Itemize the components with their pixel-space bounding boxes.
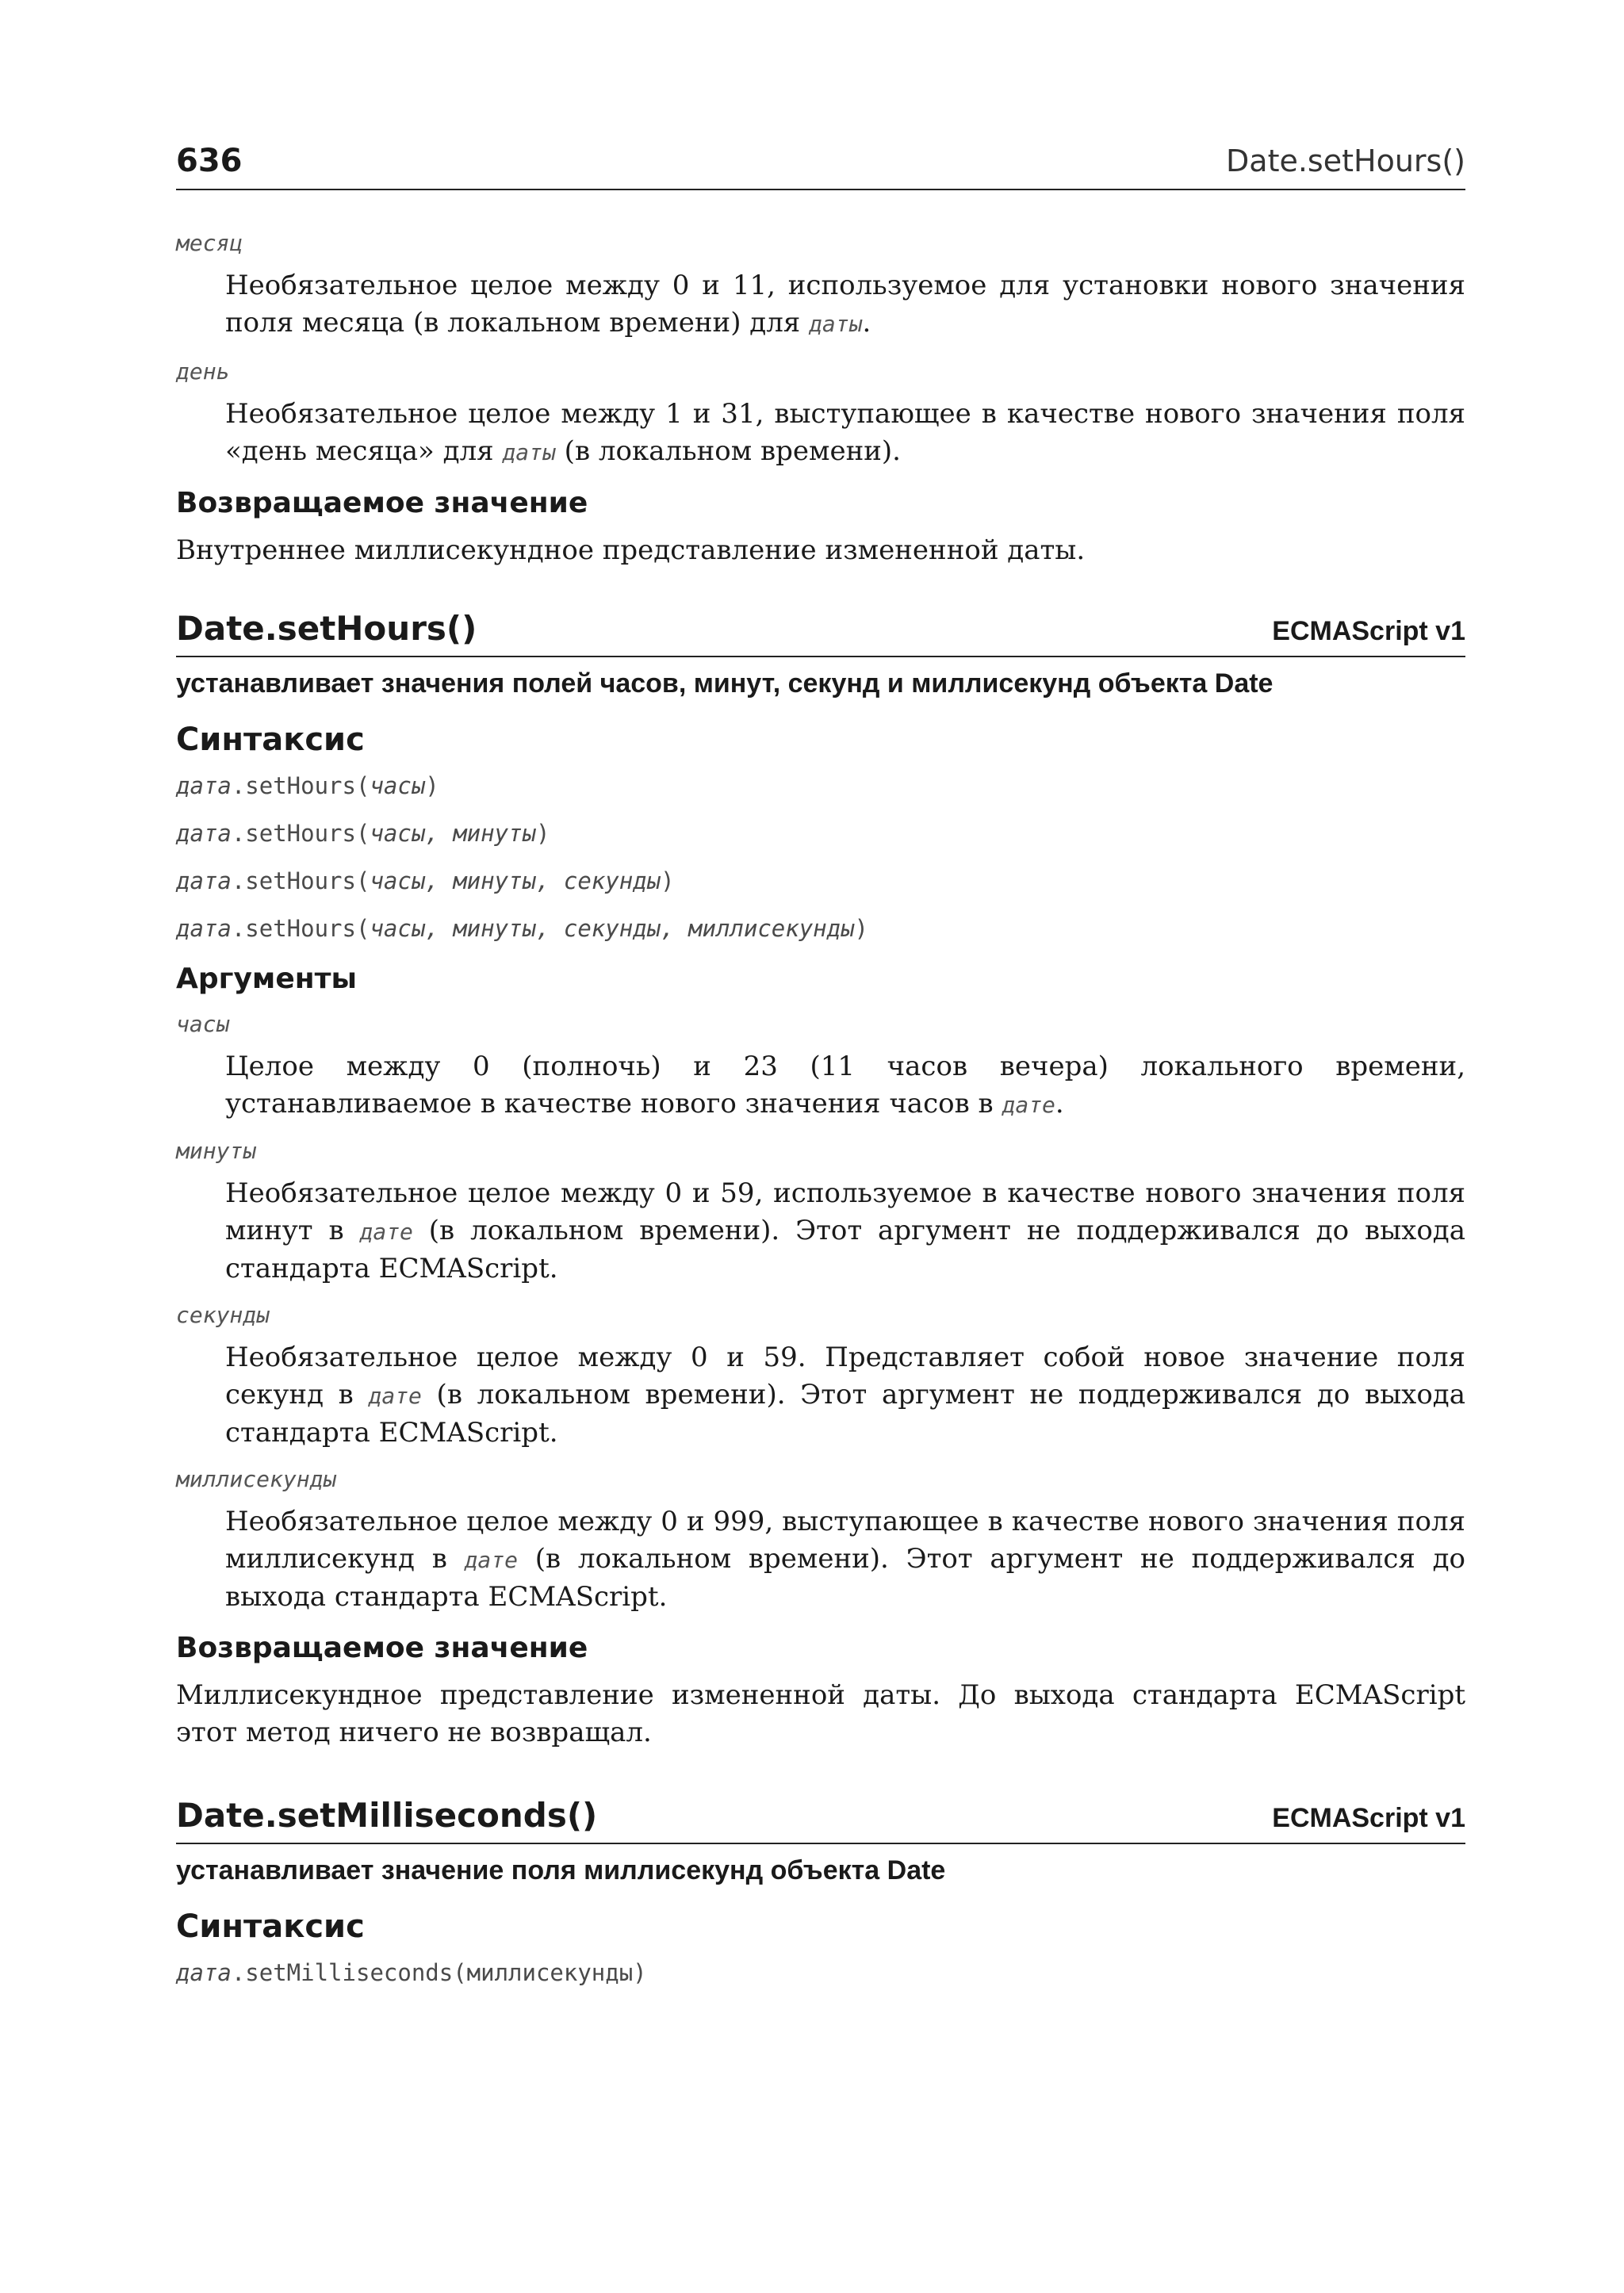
return-value-text: Внутреннее миллисекундное представление измененной даты. xyxy=(176,534,1086,566)
argument-description-day: Необязательное целое между 1 и 31, выступающее в качестве нового значения поля «день месяца» для даты (в локальном времени). xyxy=(225,398,1465,467)
argument-description-month: Необязательное целое между 0 и 11, используемое для установки нового значения поля месяца (в локальном времени) для даты. xyxy=(225,270,1465,339)
argument-description-hours: Целое между 0 (полночь) и 23 (11 часов вечера) локального времени, устанавливаемое в качестве нового значения часов в дате. xyxy=(225,1051,1465,1120)
argument-term-seconds: секунды xyxy=(176,1302,270,1328)
argument-description-seconds: Необязательное целое между 0 и 59. Представляет собой новое значение поля секунд в дате (в локальном времени). Этот аргумент не поддерживался до выхода стандарта ECMAScript. xyxy=(225,1342,1465,1449)
argument-description-milliseconds: Необязательное целое между 0 и 999, выступающее в качестве нового значения поля миллисекунд в дате (в локальном времени). Этот аргумент не поддерживался до выхода стандарта ECMAScript. xyxy=(225,1506,1465,1613)
return-value-heading: Возвращаемое значение xyxy=(176,487,588,519)
running-title: Date.setHours() xyxy=(1226,144,1465,178)
argument-description-minutes: Необязательное целое между 0 и 59, используемое в качестве нового значения поля минут в дате (в локальном времени). Этот аргумент не поддерживался до выхода стандарта ECMAScript. xyxy=(225,1177,1466,1284)
syntax-line: дата.setHours(часы, минуты) xyxy=(176,820,550,847)
argument-term-day: день xyxy=(176,358,230,385)
page-number: 636 xyxy=(176,143,243,179)
entry-title: Date.setHours() xyxy=(176,609,477,648)
standard-badge: ECMAScript v1 xyxy=(1272,1803,1465,1833)
syntax-heading: Синтаксис xyxy=(176,722,365,758)
syntax-line: дата.setHours(часы) xyxy=(176,772,439,799)
argument-term-milliseconds: миллисекунды xyxy=(176,1466,337,1492)
syntax-line: дата.setHours(часы, минуты, секунды, миллисекунды) xyxy=(176,915,869,942)
entry-description: устанавливает значение поля миллисекунд объекта Date xyxy=(176,1855,946,1885)
syntax-heading: Синтаксис xyxy=(176,1908,365,1945)
argument-term-month: месяц xyxy=(176,230,243,256)
arguments-heading: Аргументы xyxy=(176,963,358,995)
syntax-line: дата.setMilliseconds(миллисекунды) xyxy=(176,1959,647,1986)
argument-term-hours: часы xyxy=(176,1011,230,1037)
running-header xyxy=(176,143,1465,190)
entry-description: устанавливает значения полей часов, минут, секунд и миллисекунд объекта Date xyxy=(176,668,1274,699)
return-value-text: Миллисекундное представление измененной даты. До выхода стандарта ECMAScript этот метод ничего не возвращал. xyxy=(176,1679,1465,1748)
syntax-line: дата.setHours(часы, минуты, секунды) xyxy=(176,867,675,894)
book-page xyxy=(176,143,1465,1986)
argument-term-minutes: минуты xyxy=(176,1138,257,1164)
entry-title: Date.setMilliseconds() xyxy=(176,1796,598,1835)
standard-badge: ECMAScript v1 xyxy=(1272,616,1465,646)
entry-header-setmilliseconds xyxy=(176,1796,1465,1844)
entry-header-sethours xyxy=(176,609,1465,657)
return-value-heading: Возвращаемое значение xyxy=(176,1632,588,1664)
